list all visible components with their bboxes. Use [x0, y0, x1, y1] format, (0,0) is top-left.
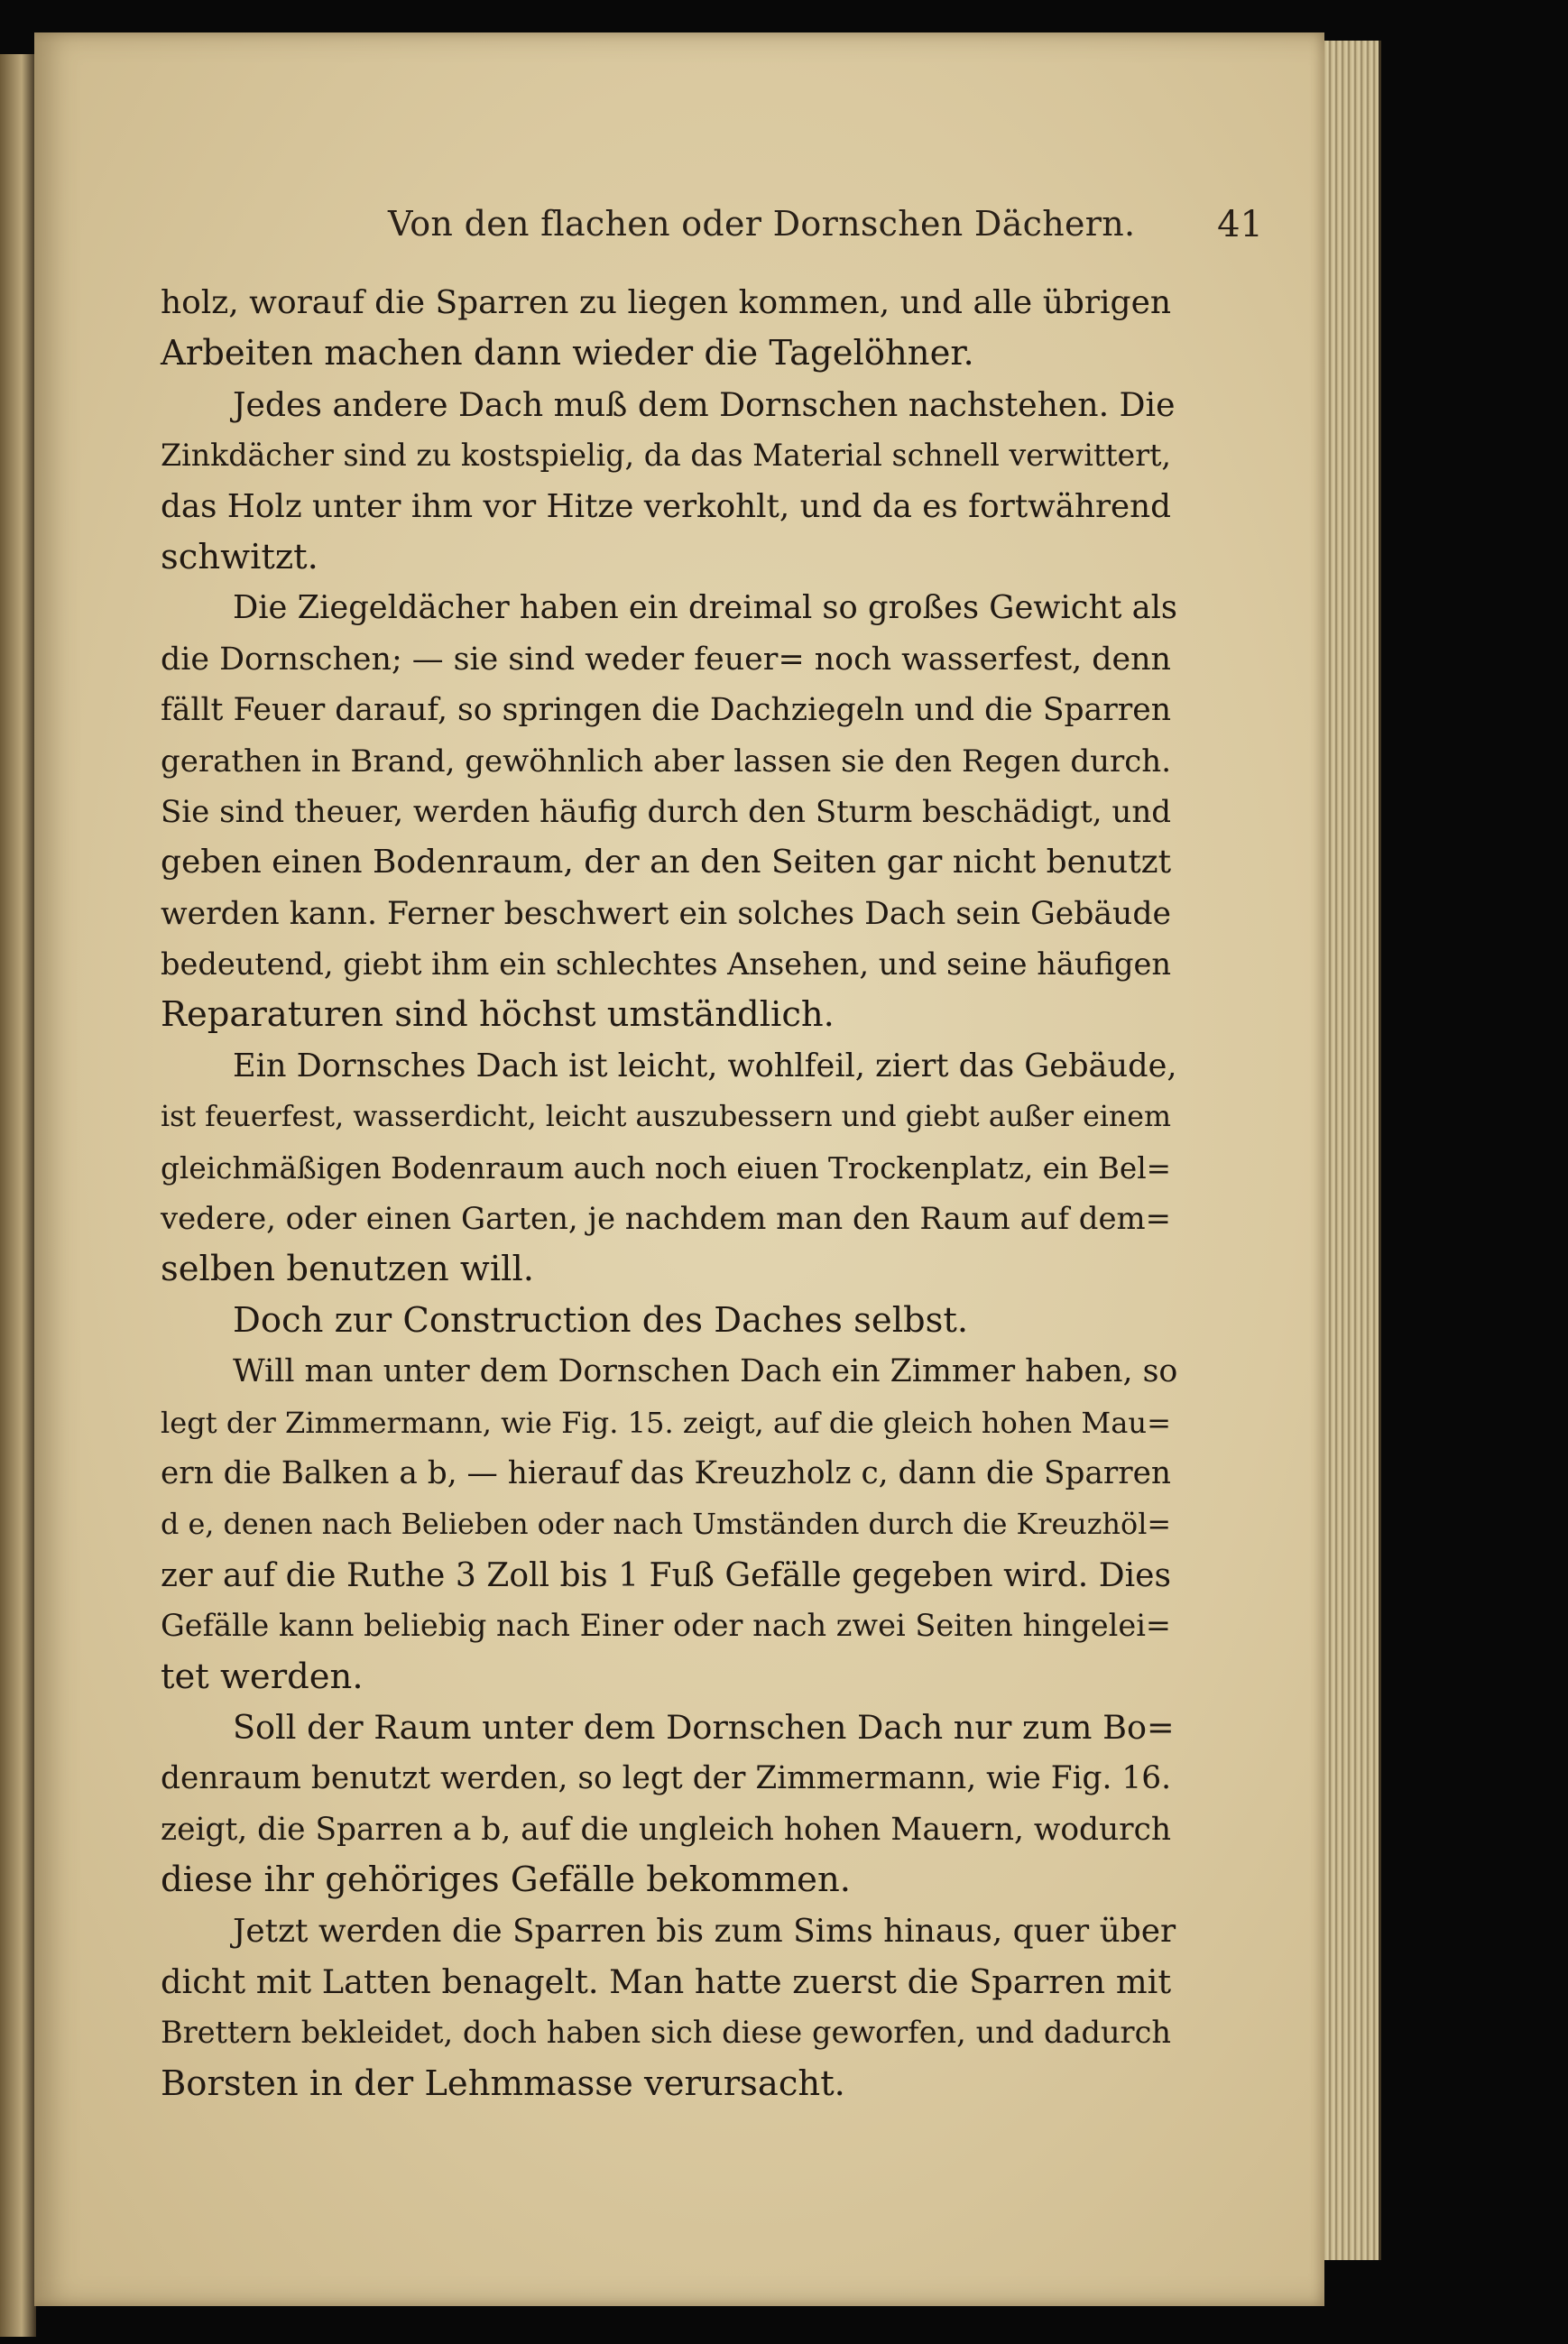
text-line: gerathen in Brand, gewöhnlich aber lassen sie den Regen durch.: [161, 743, 1171, 780]
paragraph-start-line: Soll der Raum unter dem Dornschen Dach nur zum Bo=: [233, 1707, 1175, 1747]
text-line: Gefälle kann beliebig nach Einer oder nach zwei Seiten hingelei=: [161, 1608, 1171, 1644]
text-line: denraum benutzt werden, so legt der Zimmermann, wie Fig. 16.: [161, 1760, 1171, 1797]
text-line: Brettern bekleidet, doch haben sich diese geworfen, und dadurch: [161, 2015, 1171, 2051]
text-line: zeigt, die Sparren a b, auf die ungleich hohen Mauern, wodurch: [161, 1811, 1171, 1848]
text-line: diese ihr gehöriges Gefälle bekommen.: [161, 1860, 851, 1901]
text-line: ern die Balken a b, — hierauf das Kreuzholz c, dann die Sparren: [161, 1454, 1171, 1491]
running-title: Von den flachen oder Dornschen Dächern.: [388, 204, 1136, 244]
paragraph-start-line: Doch zur Construction des Daches selbst.: [233, 1299, 969, 1341]
text-line: ist feuerfest, wasserdicht, leicht auszubessern und giebt außer einem: [161, 1101, 1171, 1134]
text-line: bedeutend, giebt ihm ein schlechtes Ansehen, und seine häufigen: [161, 946, 1171, 983]
text-line: zer auf die Ruthe 3 Zoll bis 1 Fuß Gefälle gegeben wird. Dies: [161, 1555, 1171, 1594]
text-line: dicht mit Latten benagelt. Man hatte zuerst die Sparren mit: [161, 1961, 1172, 2001]
paragraph-start-line: Will man unter dem Dornschen Dach ein Zimmer haben, so: [233, 1353, 1178, 1390]
text-line: gleichmäßigen Bodenraum auch noch eiuen Trockenplatz, ein Bel=: [161, 1150, 1172, 1186]
text-line: d e, denen nach Belieben oder nach Umständen durch die Kreuzhöl=: [161, 1507, 1172, 1542]
paragraph-start-line: Die Ziegeldächer haben ein dreimal so großes Gewicht als: [233, 589, 1177, 627]
text-line: Zinkdächer sind zu kostspielig, da das Material schnell verwittert,: [161, 438, 1171, 474]
text-line: Reparaturen sind höchst umständlich.: [161, 994, 835, 1036]
page-header: [388, 204, 1290, 258]
paragraph-start-line: Ein Dornsches Dach ist leicht, wohlfeil, ziert das Gebäude,: [233, 1047, 1177, 1084]
paragraph-start-line: Jedes andere Dach muß dem Dornschen nachstehen. Die: [233, 384, 1176, 424]
text-line: tet werden.: [161, 1656, 364, 1697]
text-line: holz, worauf die Sparren zu liegen kommen, und alle übrigen: [161, 284, 1171, 321]
text-line: Sie sind theuer, werden häufig durch den Sturm beschädigt, und: [161, 793, 1171, 830]
text-line: legt der Zimmermann, wie Fig. 15. zeigt, auf die gleich hohen Mau=: [161, 1405, 1171, 1440]
paragraph-start-line: Jetzt werden die Sparren bis zum Sims hinaus, quer über: [233, 1912, 1176, 1950]
text-line: schwitzt.: [161, 536, 318, 577]
text-line: Borsten in der Lehmmasse verursacht.: [161, 2063, 845, 2104]
book-page: [34, 32, 1324, 2306]
text-line: das Holz unter ihm vor Hitze verkohlt, und da es fortwährend: [161, 487, 1171, 525]
facing-page-edge: [0, 54, 36, 2337]
text-line: Arbeiten machen dann wieder die Tagelöhner.: [161, 333, 974, 374]
text-line: fällt Feuer darauf, so springen die Dachziegeln und die Sparren: [161, 692, 1171, 729]
text-line: selben benutzen will.: [161, 1249, 535, 1290]
text-line: die Dornschen; — sie sind weder feuer= noch wasserfest, denn: [161, 641, 1171, 678]
text-line: werden kann. Ferner beschwert ein solches Dach sein Gebäude: [161, 895, 1171, 932]
text-line: geben einen Bodenraum, der an den Seiten gar nicht benutzt: [161, 844, 1172, 881]
body-text: [161, 278, 1178, 2109]
text-line: vedere, oder einen Garten, je nachdem man den Raum auf dem=: [161, 1201, 1171, 1237]
page-number: 41: [1217, 204, 1263, 245]
